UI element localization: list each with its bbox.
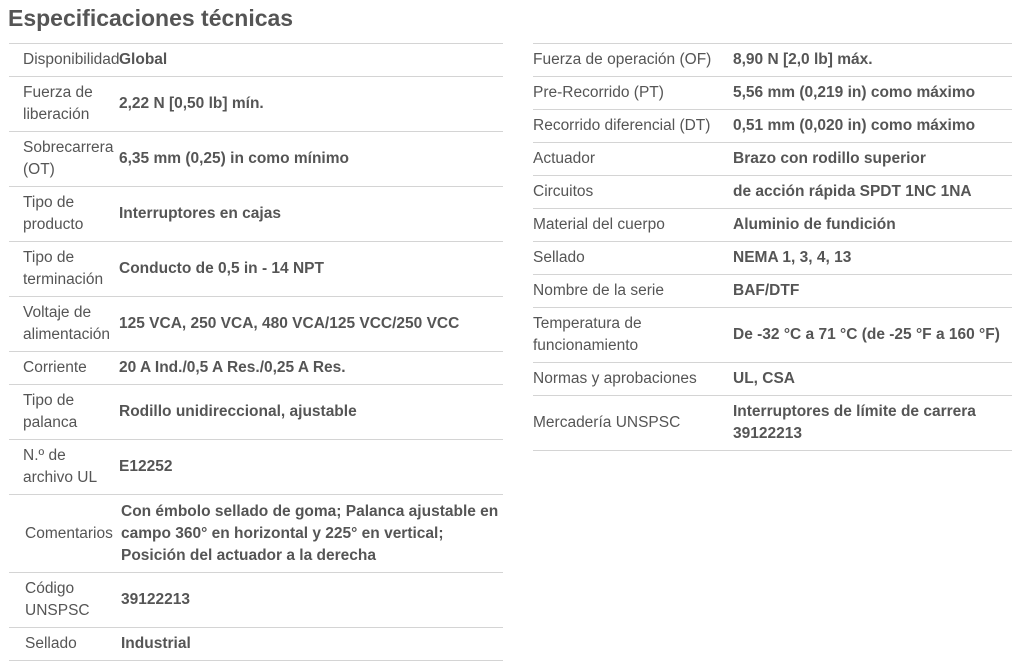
spec-label: Pre-Recorrido (PT) (533, 84, 664, 101)
specs-table-right (533, 43, 1012, 451)
spec-label: Sobrecarrera (OT) (23, 139, 114, 178)
spec-row-disponibilidad (9, 44, 503, 77)
spec-label: Sellado (533, 249, 585, 266)
spec-row-recorrido-diferencial (533, 110, 1012, 143)
spec-value: BAF/DTF (733, 282, 800, 299)
spec-value: 2,22 N [0,50 lb] mín. (119, 95, 264, 112)
spec-row-codigo-unspsc (9, 573, 503, 628)
spec-row-tipo-palanca (9, 385, 503, 440)
spec-value: Interruptores en cajas (119, 205, 281, 222)
spec-row-sellado-left (9, 628, 503, 661)
spec-row-pre-recorrido (533, 77, 1012, 110)
spec-label: Fuerza de liberación (23, 84, 93, 123)
spec-row-corriente (9, 352, 503, 385)
spec-row-fuerza-operacion (533, 44, 1012, 77)
spec-label: Código UNSPSC (25, 580, 90, 619)
spec-value: De -32 °C a 71 °C (de -25 °F a 160 °F) (733, 326, 1000, 343)
spec-row-circuitos (533, 176, 1012, 209)
spec-label: Normas y aprobaciones (533, 370, 697, 387)
spec-value: de acción rápida SPDT 1NC 1NA (733, 183, 972, 200)
spec-row-archivo-ul (9, 440, 503, 495)
specs-table-left (9, 43, 503, 661)
spec-row-normas (533, 363, 1012, 396)
spec-row-fuerza-liberacion (9, 77, 503, 132)
spec-label: N.º de archivo UL (23, 447, 98, 486)
spec-label: Tipo de producto (23, 194, 84, 233)
spec-value: 20 A Ind./0,5 A Res./0,25 A Res. (119, 359, 346, 376)
spec-value: Interruptores de límite de carrera 39122213 (733, 403, 976, 442)
spec-label: Temperatura de funcionamiento (533, 315, 642, 354)
spec-value: Con émbolo sellado de goma; Palanca ajustable en campo 360° en horizontal y 225° en vertical; Posición del actuador a la derecha (121, 502, 499, 564)
spec-label: Material del cuerpo (533, 216, 665, 233)
spec-row-tipo-producto (9, 187, 503, 242)
spec-row-sobrecarrera (9, 132, 503, 187)
spec-label: Tipo de palanca (23, 392, 78, 431)
spec-value: E12252 (119, 458, 173, 475)
spec-label: Tipo de terminación (23, 249, 104, 288)
spec-label: Voltaje de alimentación (23, 304, 111, 343)
spec-row-sellado-right (533, 242, 1012, 275)
spec-row-nombre-serie (533, 275, 1012, 308)
page-title: Especificaciones técnicas (8, 5, 294, 31)
spec-value: 6,35 mm (0,25) in como mínimo (119, 150, 349, 167)
spec-label: Mercadería UNSPSC (533, 414, 681, 431)
spec-value: Aluminio de fundición (733, 216, 896, 233)
spec-label: Disponibilidad (23, 51, 120, 68)
spec-row-material (533, 209, 1012, 242)
spec-row-mercaderia (533, 396, 1012, 451)
spec-row-voltaje (9, 297, 503, 352)
spec-label: Comentarios (25, 524, 113, 542)
spec-value: Global (119, 51, 168, 68)
spec-value: Conducto de 0,5 in - 14 NPT (119, 260, 324, 277)
spec-value: Brazo con rodillo superior (733, 150, 926, 167)
spec-label: Sellado (25, 635, 77, 652)
spec-value: UL, CSA (733, 370, 795, 387)
spec-label: Actuador (533, 150, 596, 167)
spec-value: 8,90 N [2,0 lb] máx. (733, 51, 873, 68)
spec-label: Nombre de la serie (533, 282, 664, 299)
spec-label: Fuerza de operación (OF) (533, 51, 712, 68)
spec-label: Circuitos (533, 183, 594, 200)
spec-row-tipo-terminacion (9, 242, 503, 297)
spec-value: 125 VCA, 250 VCA, 480 VCA/125 VCC/250 VCC (119, 315, 460, 332)
spec-label: Corriente (23, 359, 87, 376)
spec-row-temperatura (533, 308, 1012, 363)
spec-value: Rodillo unidireccional, ajustable (119, 403, 357, 420)
spec-value: NEMA 1, 3, 4, 13 (733, 249, 852, 266)
spec-row-actuador (533, 143, 1012, 176)
spec-value: 5,56 mm (0,219 in) como máximo (733, 84, 976, 101)
spec-value: 0,51 mm (0,020 in) como máximo (733, 117, 976, 134)
spec-value: 39122213 (121, 591, 190, 608)
spec-value: Industrial (121, 635, 191, 652)
spec-row-comentarios (9, 495, 503, 573)
spec-label: Recorrido diferencial (DT) (533, 117, 711, 134)
